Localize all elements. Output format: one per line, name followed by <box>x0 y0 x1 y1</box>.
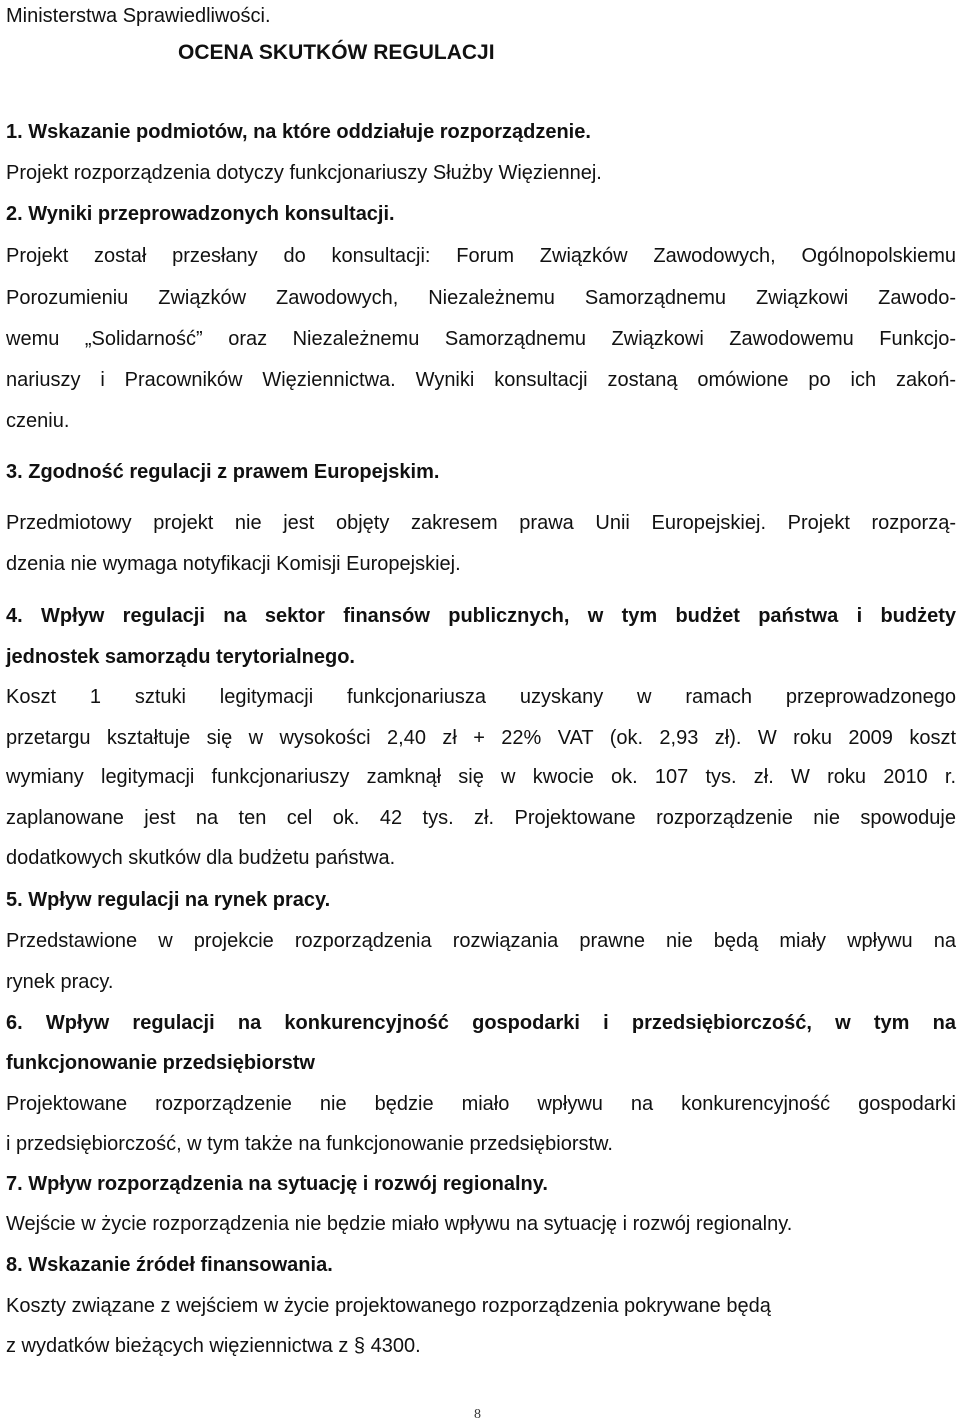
section-4-text: przetargu kształtuje się w wysokości 2,40 zł + 22% VAT (ok. 2,93 zł). W roku 2009 koszt <box>6 727 956 749</box>
section-8-heading: 8. Wskazanie źródeł finansowania. <box>6 1254 333 1276</box>
header-text: Ministerstwa Sprawiedliwości. <box>6 5 271 27</box>
section-8-text: z wydatków bieżących więziennictwa z § 4300. <box>6 1335 421 1357</box>
section-1-text: Projekt rozporządzenia dotyczy funkcjonariuszy Służby Więziennej. <box>6 162 602 184</box>
section-6-text: Projektowane rozporządzenie nie będzie miało wpływu na konkurencyjność gospodarki <box>6 1093 956 1115</box>
section-1-heading: 1. Wskazanie podmiotów, na które oddziałuje rozporządzenie. <box>6 121 591 143</box>
section-7-text: Wejście w życie rozporządzenia nie będzie miało wpływu na sytuację i rozwój regionalny. <box>6 1213 793 1235</box>
section-2-heading: 2. Wyniki przeprowadzonych konsultacji. <box>6 203 395 225</box>
section-2-text: nariuszy i Pracowników Więziennictwa. Wyniki konsultacji zostaną omówione po ich zakoń- <box>6 369 956 391</box>
section-6-heading: funkcjonowanie przedsiębiorstw <box>6 1052 315 1074</box>
section-4-heading: 4. Wpływ regulacji na sektor finansów publicznych, w tym budżet państwa i budżety <box>6 605 956 627</box>
section-7-heading: 7. Wpływ rozporządzenia na sytuację i rozwój regionalny. <box>6 1173 548 1195</box>
section-4-text: wymiany legitymacji funkcjonariuszy zamknął się w kwocie ok. 107 tys. zł. W roku 2010 r. <box>6 766 956 788</box>
section-3-text: Przedmiotowy projekt nie jest objęty zakresem prawa Unii Europejskiej. Projekt rozporzą- <box>6 512 956 534</box>
section-5-text: Przedstawione w projekcie rozporządzenia rozwiązania prawne nie będą miały wpływu na <box>6 930 956 952</box>
section-3-heading: 3. Zgodność regulacji z prawem Europejskim. <box>6 461 440 483</box>
document-title: OCENA SKUTKÓW REGULACJI <box>178 41 495 64</box>
section-4-text: Koszt 1 sztuki legitymacji funkcjonariusza uzyskany w ramach przeprowadzonego <box>6 686 956 708</box>
section-2-text: wemu „Solidarność” oraz Niezależnemu Samorządnemu Związkowi Zawodowemu Funkcjo- <box>6 328 956 350</box>
section-4-heading: jednostek samorządu terytorialnego. <box>6 646 355 668</box>
section-6-heading: 6. Wpływ regulacji na konkurencyjność gospodarki i przedsiębiorczość, w tym na <box>6 1012 956 1034</box>
section-4-text: dodatkowych skutków dla budżetu państwa. <box>6 847 396 869</box>
section-2-text: Projekt został przesłany do konsultacji: Forum Związków Zawodowych, Ogólnopolskiemu <box>6 245 956 267</box>
section-4-text: zaplanowane jest na ten cel ok. 42 tys. zł. Projektowane rozporządzenie nie spowoduje <box>6 807 956 829</box>
section-5-heading: 5. Wpływ regulacji na rynek pracy. <box>6 889 331 911</box>
section-2-text: czeniu. <box>6 410 70 432</box>
section-3-text: dzenia nie wymaga notyfikacji Komisji Europejskiej. <box>6 553 461 575</box>
section-6-text: i przedsiębiorczość, w tym także na funkcjonowanie przedsiębiorstw. <box>6 1133 613 1155</box>
page-number: 8 <box>474 1407 481 1422</box>
section-8-text: Koszty związane z wejściem w życie projektowanego rozporządzenia pokrywane będą <box>6 1295 771 1317</box>
section-2-text: Porozumieniu Związków Zawodowych, Niezależnemu Samorządnemu Związkowi Zawodo- <box>6 287 956 309</box>
section-5-text: rynek pracy. <box>6 971 114 993</box>
